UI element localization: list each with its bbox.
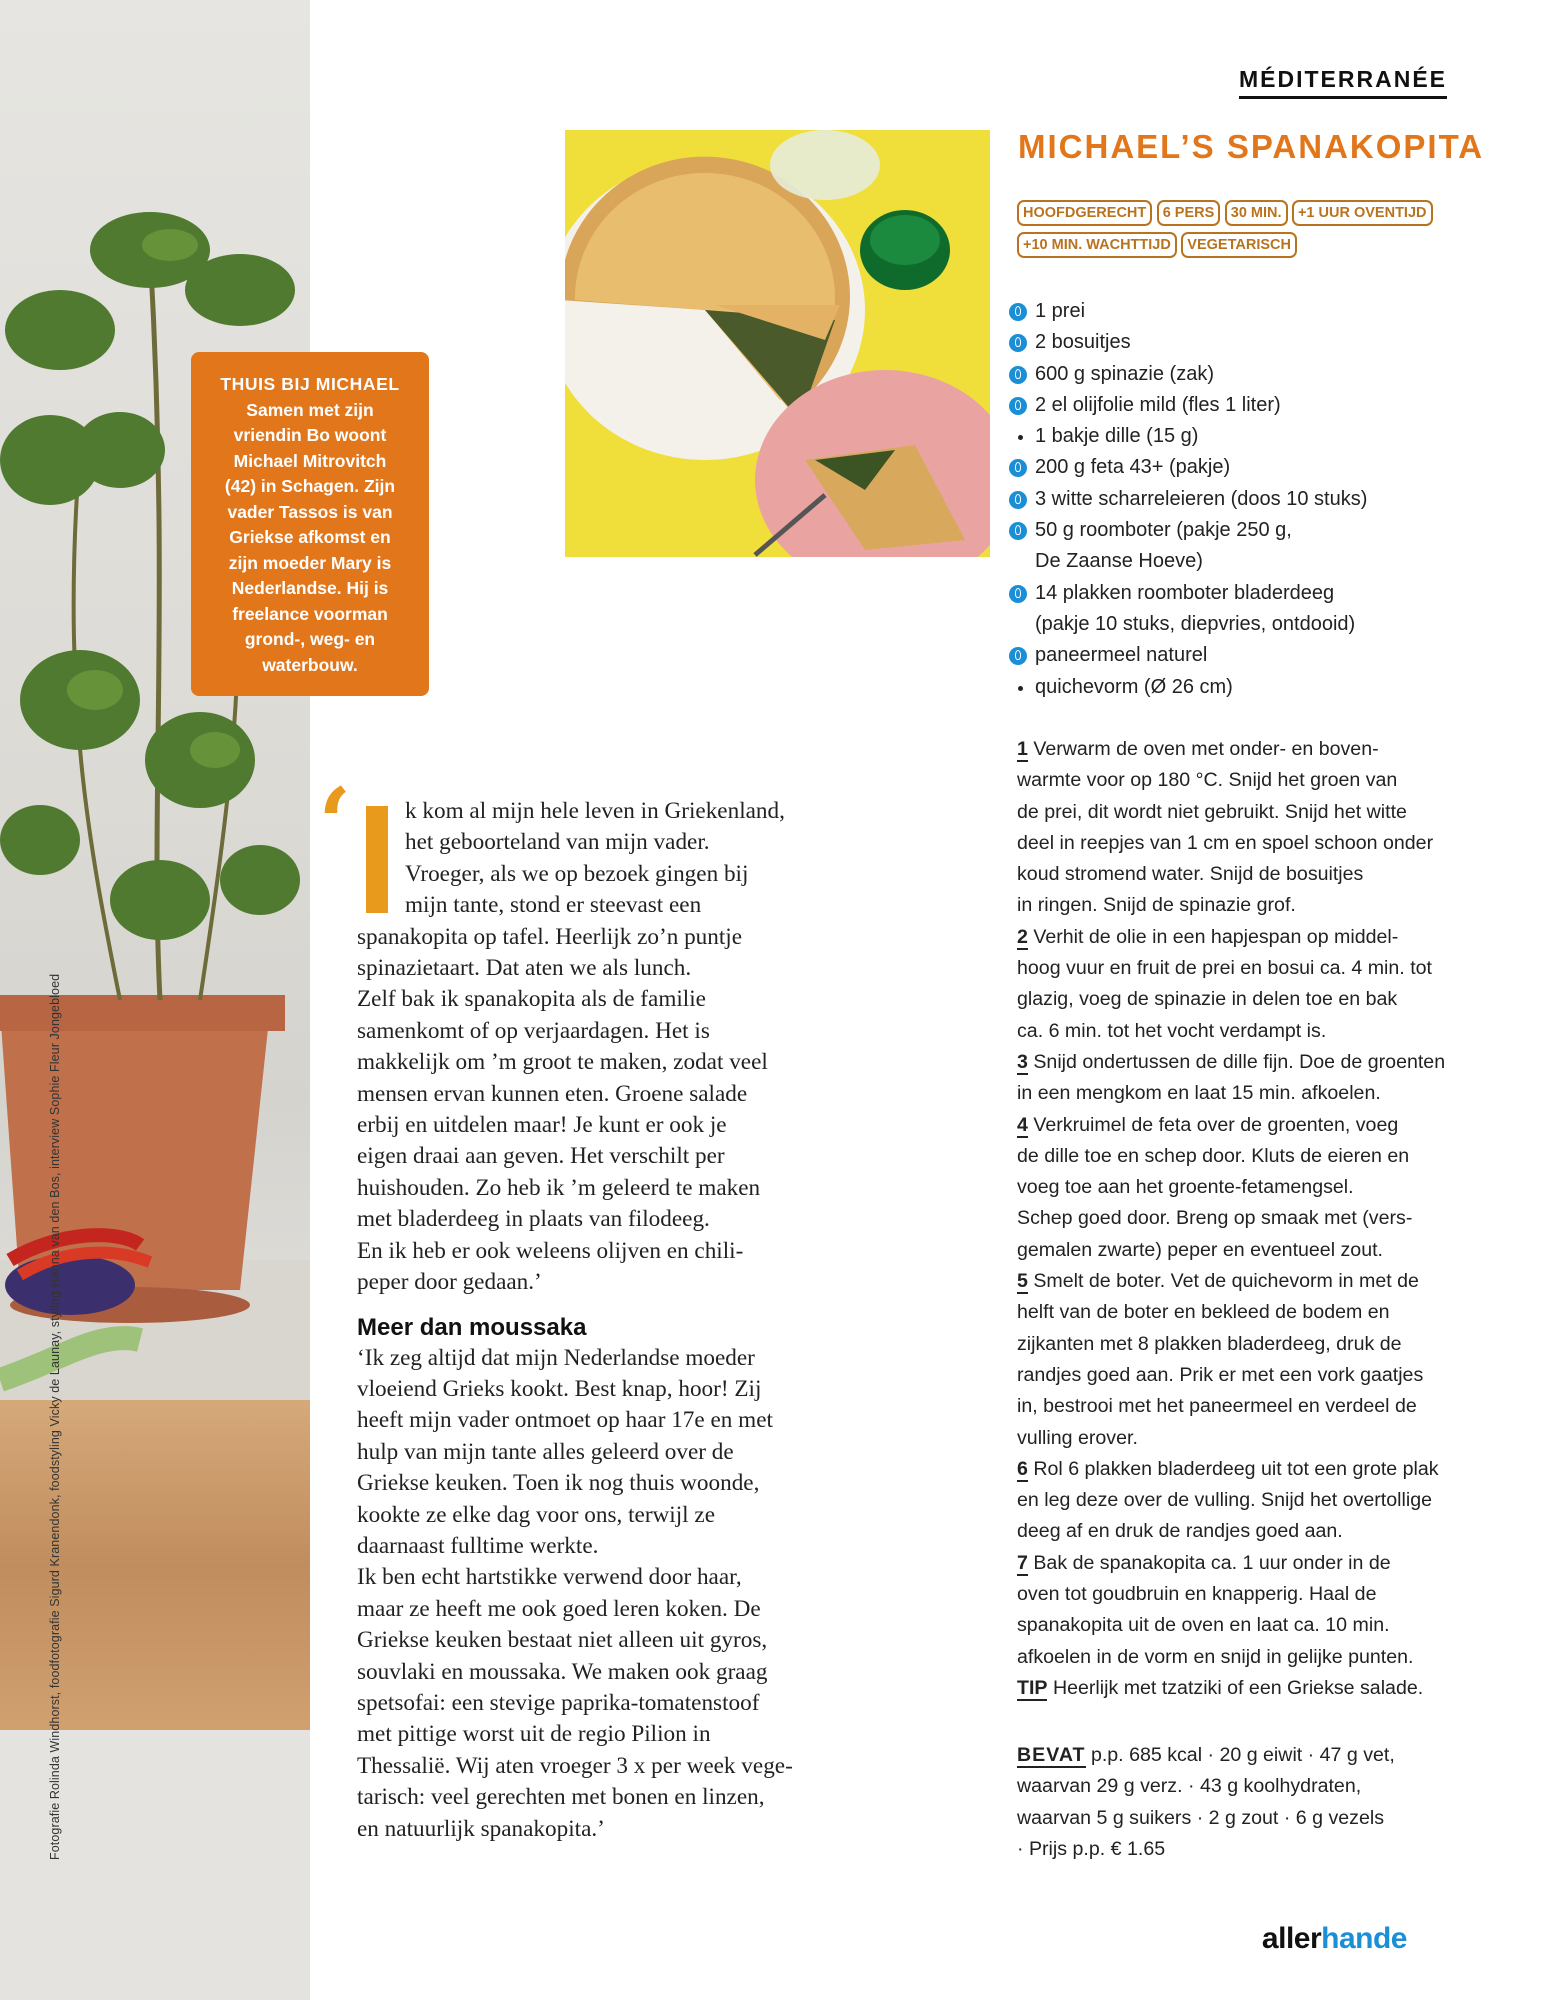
step-3: 3 Snijd ondertussen de dille fijn. Doe de groenten in een mengkom en laat 15 min. afkoelen. (1017, 1050, 1446, 1105)
info-box-line: zijn moeder Mary is (228, 552, 392, 573)
info-box-thuis-bij-michael (191, 352, 429, 696)
quote-mark: ‘ (318, 767, 352, 880)
article-line: Ik ben echt hartstikke verwend door haar, (357, 1564, 742, 1591)
tag-wait-time: +10 MIN. WACHTTIJD (1017, 232, 1177, 258)
nutrition-info: BEVAT p.p. 685 kcal · 20 g eiwit · 47 g vet, waarvan 29 g verz. · 43 g koolhydraten, waarvan 5 g suikers · 2 g zout · 6 g vezels · Prijs p.p. € 1.65 (1017, 1744, 1395, 1860)
article-line: het geboorteland van mijn vader. (405, 829, 710, 856)
tag-course: HOOFDGERECHT (1017, 200, 1152, 226)
ah-product-icon (1009, 366, 1027, 384)
info-box-line: freelance voorman (232, 603, 388, 624)
ah-product-icon (1009, 585, 1027, 603)
side-photo-plant (0, 0, 310, 2000)
article-line: tarisch: veel gerechten met bonen en linzen, (357, 1784, 765, 1811)
info-box-title: THUIS BIJ MICHAEL (220, 374, 400, 394)
article-line: maar ze heeft me ook goed leren koken. De (357, 1595, 761, 1622)
ingredient-item: 600 g spinazie (zak) (1007, 359, 1487, 390)
step-number: 6 (1017, 1457, 1028, 1480)
step-number: 7 (1017, 1551, 1028, 1574)
ingredient-item: 14 plakken roomboter bladerdeeg (pakje 10 stuks, diepvries, ontdooid) (1007, 578, 1487, 641)
article-subheading: Meer dan moussaka (357, 1313, 587, 1341)
article-line: k kom al mijn hele leven in Griekenland, (405, 798, 785, 824)
step-6: 6 Rol 6 plakken bladerdeeg uit tot een grote plak en leg deze over de vulling. Snijd het overtollige deeg af en druk de randjes goed aan. (1017, 1457, 1439, 1543)
ingredient-item: 1 bakje dille (15 g) (1007, 421, 1487, 452)
ingredient-item: 1 prei (1007, 296, 1487, 327)
info-box-line: waterbouw. (262, 654, 358, 675)
article-line: huishouden. Zo heb ik ’m geleerd te maken (357, 1174, 761, 1201)
photo-credit: Fotografie Rolinda Windhorst, foodfotografie Sigurd Kranendonk, foodstyling Vicky de Launay, styling Hanna van den Bos, interview Sophie Fleur Jongebloed (48, 973, 62, 1860)
article-line: En ik heb er ook weleens olijven en chili- (357, 1237, 744, 1264)
ingredient-list (1007, 296, 1487, 703)
tag-oven-time: +1 UUR OVENTIJD (1292, 200, 1433, 226)
info-box-line: Samen met zijn (246, 399, 374, 420)
info-box-line: Michael Mitrovitch (233, 450, 387, 471)
plant-illustration (0, 0, 310, 2000)
section-label: MÉDITERRANÉE (1239, 66, 1447, 99)
info-box-line: grond-, weg- en (244, 629, 376, 649)
article-line: Griekse keuken bestaat niet alleen uit gyros, (357, 1627, 768, 1654)
article-line: kookte ze elke dag voor ons, terwijl ze (357, 1501, 715, 1528)
tip: TIP Heerlijk met tzatziki of een Griekse salade. (1017, 1676, 1424, 1699)
article-line: vloeiend Grieks kookt. Best knap, hoor! Zij (357, 1375, 762, 1402)
article-line: spinazietaart. Dat aten we als lunch. (357, 955, 692, 982)
info-box-line: Griekse afkomst en (229, 527, 391, 547)
pie-illustration (565, 130, 990, 557)
nutrition-label: BEVAT (1017, 1744, 1086, 1766)
ingredient-item: 2 el olijfolie mild (fles 1 liter) (1007, 390, 1487, 421)
article-line: met pittige worst uit de regio Pilion in (357, 1721, 711, 1748)
allerhande-logo: allerhande (1261, 1922, 1407, 1955)
info-box-line: Nederlandse. Hij is (231, 578, 389, 598)
article-line: spetsofai: een stevige paprika-tomatenstoof (357, 1689, 760, 1716)
step-2: 2 Verhit de olie in een hapjespan op middel- hoog vuur en fruit de prei en bosui ca. 4 min. tot glazig, voeg de spinazie in delen toe en bak ca. 6 min. tot het vocht verdampt is. (1017, 925, 1432, 1042)
article-line: eigen draai aan geven. Het verschilt per (357, 1143, 725, 1170)
ingredient-item: quichevorm (Ø 26 cm) (1007, 672, 1487, 703)
tag-prep-time: 30 MIN. (1225, 200, 1288, 226)
ah-product-icon (1009, 397, 1027, 415)
article-line: daarnaast fulltime werkte. (357, 1532, 599, 1559)
ah-product-icon (1009, 459, 1027, 477)
info-box-line: vader Tassos is van (227, 501, 393, 522)
step-7: 7 Bak de spanakopita ca. 1 uur onder in de oven tot goudbruin en knapperig. Haal de spanakopita uit de oven en laat ca. 10 min. afkoelen in de vorm en snijd in gelijke punten. (1017, 1551, 1414, 1668)
article-line: en natuurlijk spanakopita.’ (357, 1815, 605, 1842)
article-line: Vroeger, als we op bezoek gingen bij (405, 860, 749, 887)
article-line: Thessalië. Wij aten vroeger 3 x per week vege- (357, 1752, 793, 1779)
ah-product-icon (1009, 334, 1027, 352)
ingredient-item: 2 bosuitjes (1007, 327, 1487, 358)
article-line: Griekse keuken. Toen ik nog thuis woonde, (357, 1470, 760, 1497)
article-line: souvlaki en moussaka. We maken ook graag (357, 1658, 768, 1685)
article-line: Zelf bak ik spanakopita als de familie (357, 986, 706, 1013)
ingredient-item: 200 g feta 43+ (pakje) (1007, 452, 1487, 483)
article-line: samenkomt of op verjaardagen. Het is (357, 1017, 710, 1044)
step-number: 4 (1017, 1113, 1028, 1136)
article-line: mensen ervan kunnen eten. Groene salade (357, 1080, 748, 1107)
ah-product-icon (1009, 303, 1027, 321)
article-line: spanakopita op tafel. Heerlijk zo’n puntje (357, 923, 743, 950)
article-line: peper door gedaan.’ (357, 1269, 542, 1296)
ingredient-item: 50 g roomboter (pakje 250 g, De Zaanse Hoeve) (1007, 515, 1487, 578)
article-line: ‘Ik zeg altijd dat mijn Nederlandse moeder (357, 1344, 755, 1371)
hero-photo-spanakopita (565, 130, 990, 557)
ah-product-icon (1009, 522, 1027, 540)
preparation-steps (1017, 734, 1477, 1704)
step-number: 2 (1017, 925, 1028, 948)
article-line: erbij en uitdelen maar! Je kunt er ook je (357, 1112, 727, 1139)
step-number: 1 (1017, 738, 1028, 760)
article-line: met bladerdeeg in plaats van filodeeg. (357, 1206, 710, 1233)
ah-product-icon (1009, 647, 1027, 665)
step-1: 1 Verwarm de oven met onder- en boven- warmte voor op 180 °C. Snijd het groen van de prei, dit wordt niet gebruikt. Snijd het witte deel in reepjes van 1 cm en spoel schoon onder koud stromend water. Snijd de bosuitjes in ringen. Snijd de spinazie grof. (1017, 738, 1434, 917)
ingredient-item: 3 witte scharreleieren (doos 10 stuks) (1007, 484, 1487, 515)
article-line: makkelijk om ’m groot te maken, zodat veel (357, 1049, 768, 1076)
article-line: hulp van mijn tante alles geleerd over de (357, 1438, 734, 1465)
step-number: 3 (1017, 1050, 1028, 1073)
bullet-dot-icon (1018, 435, 1023, 440)
article-line: heeft mijn vader ontmoet op haar 17e en met (357, 1407, 773, 1434)
ingredient-item: paneermeel naturel (1007, 640, 1487, 671)
article-line: mijn tante, stond er steevast een (405, 892, 702, 919)
tag-servings: 6 PERS (1157, 200, 1221, 226)
recipe-tags (1017, 200, 1477, 264)
tag-vegetarian: VEGETARISCH (1181, 232, 1297, 258)
ah-product-icon (1009, 491, 1027, 509)
step-4: 4 Verkruimel de feta over de groenten, voeg de dille toe en schep door. Kluts de eieren en voeg toe aan het groente-fetamengsel. Schep goed door. Breng op smaak met (vers- gemalen zwarte) peper en eventueel zout. (1017, 1113, 1413, 1261)
info-box-line: vriendin Bo woont (233, 425, 387, 445)
tip-label: TIP (1017, 1676, 1048, 1699)
step-5: 5 Smelt de boter. Vet de quichevorm in met de helft van de boter en bekleed de bodem en zijkanten met 8 plakken bladerdeeg, druk de randjes goed aan. Prik er met een vork gaatjes in, bestrooi met het paneermeel en verdeel de vulling erover. (1017, 1270, 1424, 1449)
recipe-title: MICHAEL’S SPANAKOPITA (1018, 128, 1485, 165)
step-number: 5 (1017, 1270, 1028, 1293)
article-body (357, 796, 822, 1845)
info-box-line: (42) in Schagen. Zijn (224, 476, 396, 496)
bullet-dot-icon (1018, 686, 1023, 691)
